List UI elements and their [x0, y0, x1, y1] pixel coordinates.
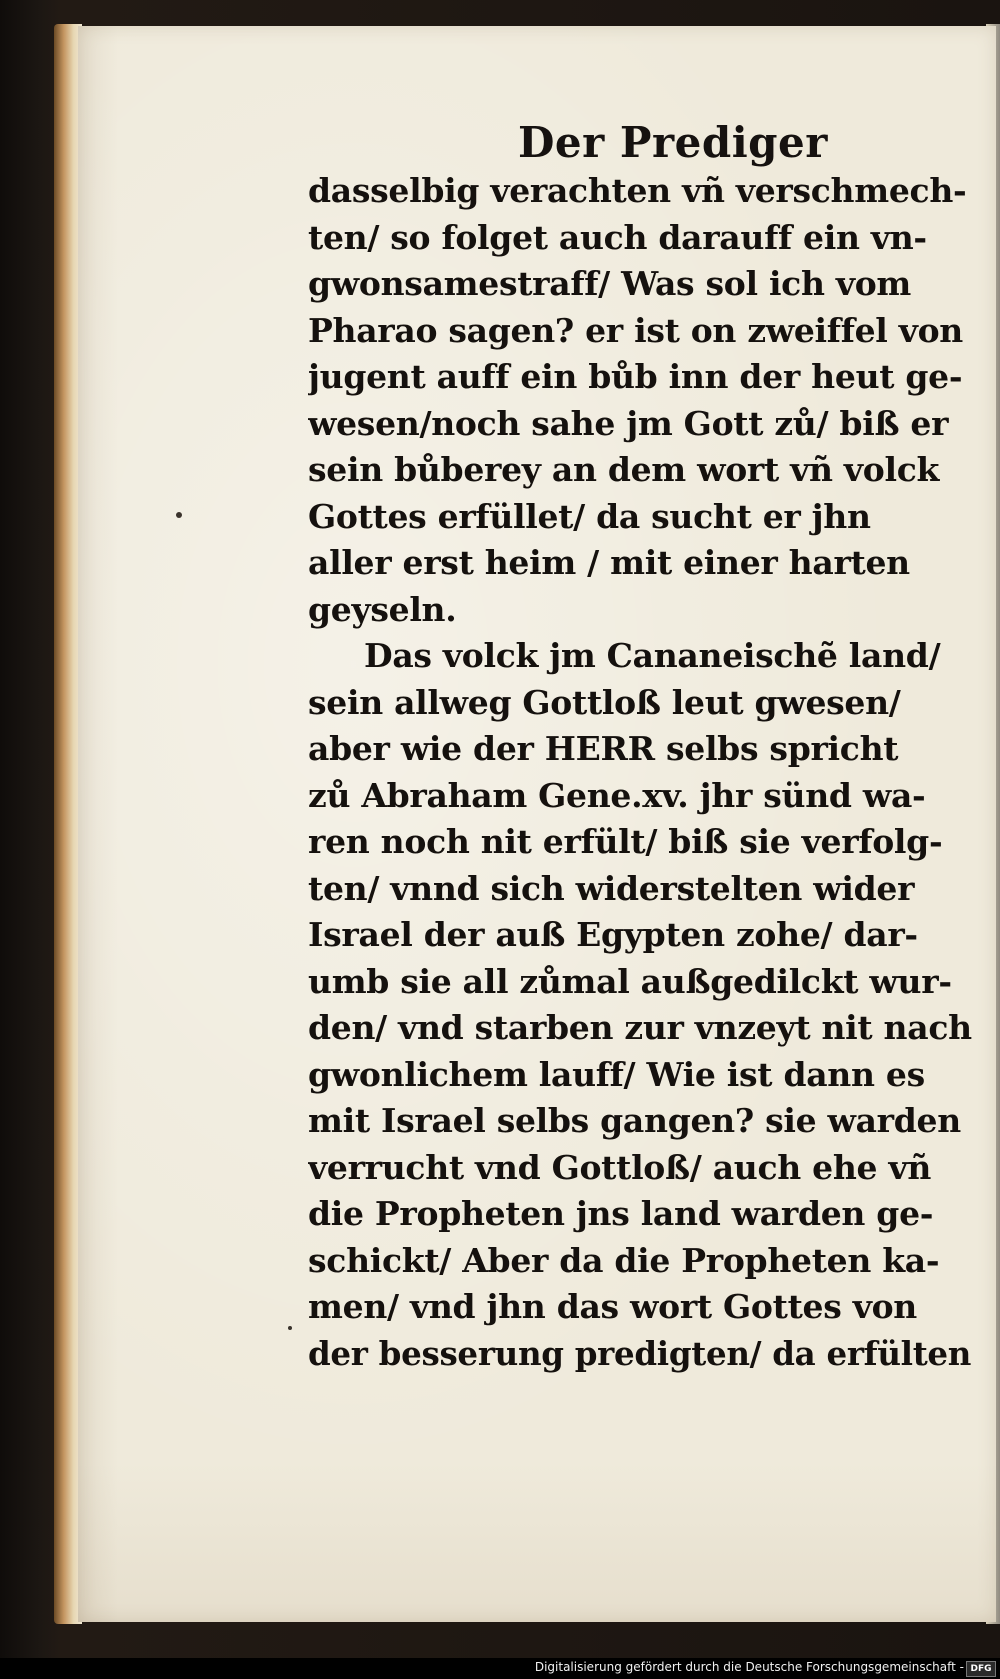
running-head: Der Prediger [518, 118, 828, 167]
text-line: ten/ so folget auch darauff ein vn- [308, 217, 927, 257]
text-line: umb sie all zůmal außgedilckt wur- [308, 961, 952, 1001]
footer-credit: Digitalisierung gefördert durch die Deutsche Forschungsgemeinschaft - [534, 1660, 964, 1674]
text-line: Pharao sagen? er ist on zweiffel von [308, 310, 963, 350]
text-line: gwonsamestraff/ Was sol ich vom [308, 264, 912, 303]
text-line: sein allweg Gottloß leut gwesen/ [308, 682, 901, 722]
text-line: geyseln. [308, 589, 457, 629]
text-line: Israel der auß Egypten zohe/ dar- [308, 915, 918, 954]
text-body [308, 168, 978, 1377]
text-line: aller erst heim / mit einer harten [308, 543, 910, 582]
text-line: zů Abraham Gene.xv. jhr sünd wa- [308, 775, 926, 815]
text-line: sein bůberey an dem wort vñ volck [308, 450, 940, 489]
text-line: gwonlichem lauff/ Wie ist dann es [308, 1054, 925, 1094]
margin-speck [176, 512, 182, 518]
margin-speck [288, 1326, 292, 1330]
text-line: men/ vnd jhn das wort Gottes von [308, 1287, 917, 1326]
text-line: dasselbig verachten vñ verschmech- [308, 171, 967, 210]
text-line: Gottes erfüllet/ da sucht er jhn [308, 496, 871, 536]
text-line: der besserung predigten/ da erfülten [308, 1333, 972, 1373]
text-line: mit Israel selbs gangen? sie warden [308, 1101, 961, 1140]
text-line: ten/ vnnd sich widerstelten wider [308, 868, 915, 908]
text-line: verrucht vnd Gottloß/ auch ehe vñ [308, 1147, 932, 1187]
text-line: schickt/ Aber da die Propheten ka- [308, 1240, 940, 1280]
dfg-logo: DFG [966, 1661, 996, 1677]
paragraph-first-line: Das volck jm Cananeischẽ land/ [364, 636, 941, 675]
text-line: jugent auff ein bůb inn der heut ge- [308, 357, 963, 396]
text-line: den/ vnd starben zur vnzeyt nit nach [308, 1008, 972, 1047]
text-line: die Propheten jns land warden ge- [308, 1194, 934, 1233]
text-line: ren noch nit erfült/ biß sie verfolg- [308, 822, 943, 861]
text-line: aber wie der HERR selbs spricht [308, 729, 899, 768]
text-line: wesen/noch sahe jm Gott zů/ biß er [308, 403, 949, 443]
